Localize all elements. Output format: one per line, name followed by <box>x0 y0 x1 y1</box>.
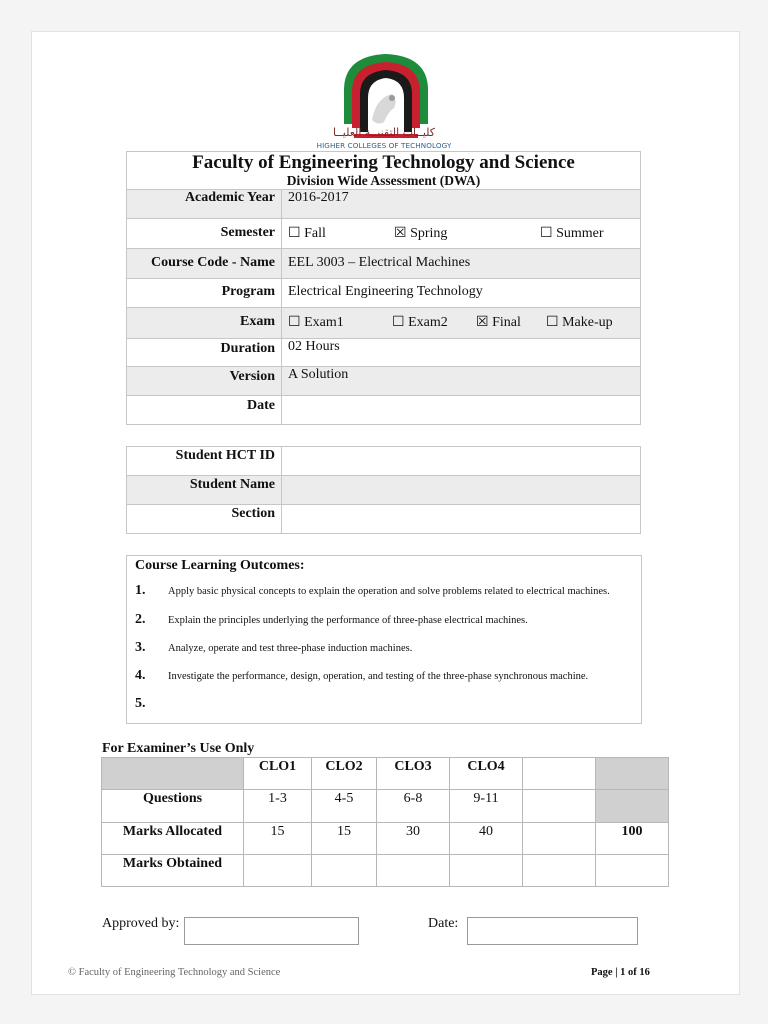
clo-item: 3. Analyze, operate and test three-phase induction machines. <box>135 640 413 655</box>
questions-cell <box>523 790 596 823</box>
semester-option-fall[interactable]: ☐ Fall <box>288 226 326 241</box>
academic-year-value: 2016-2017 <box>282 190 641 219</box>
clo-box <box>126 555 642 724</box>
marks-allocated-cell: 15 <box>244 823 312 855</box>
approved-by-label: Approved by: <box>102 916 180 931</box>
marks-obtained-cell[interactable] <box>244 855 312 887</box>
marks-obtained-label: Marks Obtained <box>102 855 244 887</box>
footer-copyright: © Faculty of Engineering Technology and Science <box>68 967 281 978</box>
checkbox-icon: ☐ <box>540 226 553 241</box>
clo3-header: CLO3 <box>377 758 450 790</box>
marks-allocated-cell: 15 <box>312 823 377 855</box>
corner-cell <box>102 758 244 790</box>
clo4-header: CLO4 <box>450 758 523 790</box>
academic-year-label: Academic Year <box>127 190 282 219</box>
approval-date-field[interactable] <box>467 917 638 945</box>
exam-info-table <box>126 151 641 425</box>
clo1-header: CLO1 <box>244 758 312 790</box>
blank-header <box>523 758 596 790</box>
examiner-table <box>101 757 669 887</box>
student-name-label: Student Name <box>127 476 282 505</box>
student-name-field[interactable] <box>282 476 641 505</box>
program-value: Electrical Engineering Technology <box>282 279 641 308</box>
exam-option-final[interactable]: ☒ Final <box>476 315 521 330</box>
logo-arabic-text: كليــات التقنيــة العليــا <box>332 126 436 139</box>
total-header <box>596 758 669 790</box>
exam-label: Exam <box>127 308 282 339</box>
faculty-title: Faculty of Engineering Technology and Science <box>192 152 575 173</box>
checkbox-icon: ☐ <box>392 315 405 330</box>
questions-cell: 1-3 <box>244 790 312 823</box>
marks-allocated-cell: 30 <box>377 823 450 855</box>
marks-obtained-cell[interactable] <box>377 855 450 887</box>
examiner-title: For Examiner’s Use Only <box>102 741 255 756</box>
marks-obtained-cell[interactable] <box>523 855 596 887</box>
semester-option-summer[interactable]: ☐ Summer <box>540 226 604 241</box>
checkbox-icon: ☐ <box>288 226 301 241</box>
approved-by-field[interactable] <box>184 917 359 945</box>
checkbox-icon: ☐ <box>288 315 301 330</box>
student-id-label: Student HCT ID <box>127 447 282 476</box>
checkbox-icon: ☐ <box>546 315 559 330</box>
exam-option-makeup[interactable]: ☐ Make-up <box>546 315 613 330</box>
semester-option-spring[interactable]: ☒ Spring <box>394 226 448 241</box>
marks-obtained-cell[interactable] <box>312 855 377 887</box>
semester-options <box>282 219 641 249</box>
checked-box-icon: ☒ <box>394 226 407 241</box>
clo-item: 4. Investigate the performance, design, operation, and testing of the three-phase synchronous machine. <box>135 668 589 683</box>
version-value: A Solution <box>282 367 641 396</box>
marks-allocated-cell: 40 <box>450 823 523 855</box>
course-value: EEL 3003 – Electrical Machines <box>282 249 641 279</box>
logo-english-text: HIGHER COLLEGES OF TECHNOLOGY <box>316 141 452 150</box>
section-label: Section <box>127 505 282 534</box>
student-id-field[interactable] <box>282 447 641 476</box>
clo2-header: CLO2 <box>312 758 377 790</box>
marks-allocated-label: Marks Allocated <box>102 823 244 855</box>
date-label: Date <box>127 396 282 425</box>
section-field[interactable] <box>282 505 641 534</box>
exam-options <box>282 308 641 339</box>
marks-total: 100 <box>596 823 669 855</box>
marks-allocated-cell <box>523 823 596 855</box>
footer-page-number: Page | 1 of 16 <box>591 967 650 978</box>
clo-title: Course Learning Outcomes: <box>135 558 305 573</box>
marks-obtained-total[interactable] <box>596 855 669 887</box>
approval-date-label: Date: <box>428 916 459 931</box>
student-table <box>126 446 641 534</box>
duration-label: Duration <box>127 339 282 367</box>
header-cell <box>127 152 641 190</box>
version-label: Version <box>127 367 282 396</box>
marks-obtained-cell[interactable] <box>450 855 523 887</box>
questions-label: Questions <box>102 790 244 823</box>
questions-cell: 9-11 <box>450 790 523 823</box>
exam-option-exam1[interactable]: ☐ Exam1 <box>288 315 344 330</box>
exam-option-exam2[interactable]: ☐ Exam2 <box>392 315 448 330</box>
questions-cell: 6-8 <box>377 790 450 823</box>
semester-label: Semester <box>127 219 282 249</box>
questions-cell: 4-5 <box>312 790 377 823</box>
course-label: Course Code - Name <box>127 249 282 279</box>
questions-total <box>596 790 669 823</box>
clo-item: 2. Explain the principles underlying the performance of three-phase electrical machines. <box>135 612 528 627</box>
date-field[interactable] <box>282 396 641 425</box>
checked-box-icon: ☒ <box>476 315 489 330</box>
clo-item: 5. <box>135 696 146 711</box>
duration-value: 02 Hours <box>282 339 641 367</box>
program-label: Program <box>127 279 282 308</box>
dwa-subtitle: Division Wide Assessment (DWA) <box>286 173 481 188</box>
clo-item: 1. Apply basic physical concepts to explain the operation and solve problems related to electrical machines. <box>135 583 610 598</box>
